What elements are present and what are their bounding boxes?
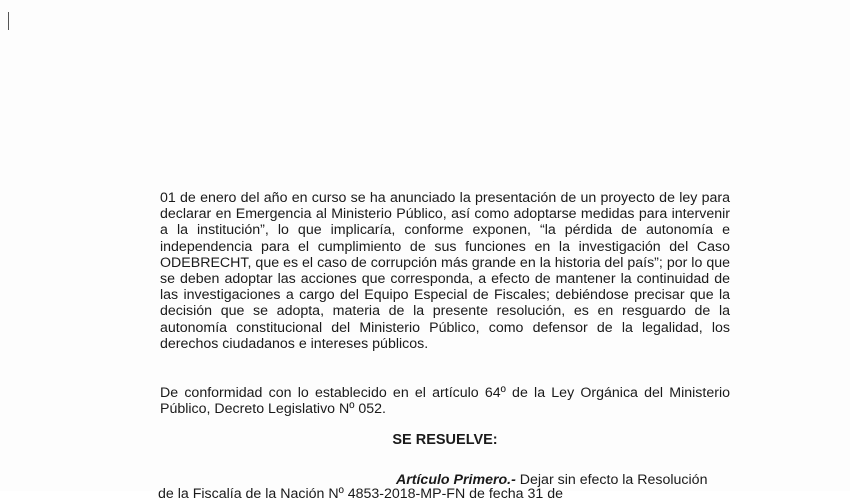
scan-margin-mark (8, 12, 15, 30)
article-text: Dejar sin efecto la Resolución (515, 472, 708, 488)
resolve-heading: SE RESUELVE: (392, 432, 498, 448)
article-continuation: de la Fiscalía de la Nación Nº 4853-2018-MP-FN de fecha 31 de (158, 486, 564, 502)
article-label: Artículo Primero.- (396, 472, 516, 488)
paragraph-main: 01 de enero del año en curso se ha anunciado la presentación de un proyecto de ley para declarar en Emergencia al Ministerio Público, así como adoptarse medidas para intervenir a la institución”, lo que implicaría, conforme exponen, “la pérdida de autonomía e independencia para el cumplimiento de sus funciones en la investigación del Caso ODEBRECHT, que es el caso de corrupción más grande en la historia del país”; por lo que se deben adoptar las acciones que corresponda, a efecto de mantener la continuidad de las investigaciones a cargo del Equipo Especial de Fiscales; debiéndose precisar que la decisión que se adopta, materia de la presente resolución, es en resguardo de la autonomía constitucional del Ministerio Público, como defensor de la legalidad, los derechos ciudadanos e intereses públicos. (160, 190, 730, 352)
paragraph-legal-basis: De conformidad con lo establecido en el artículo 64º de la Ley Orgánica del Ministerio Público, Decreto Legislativo Nº 052. (160, 385, 730, 418)
